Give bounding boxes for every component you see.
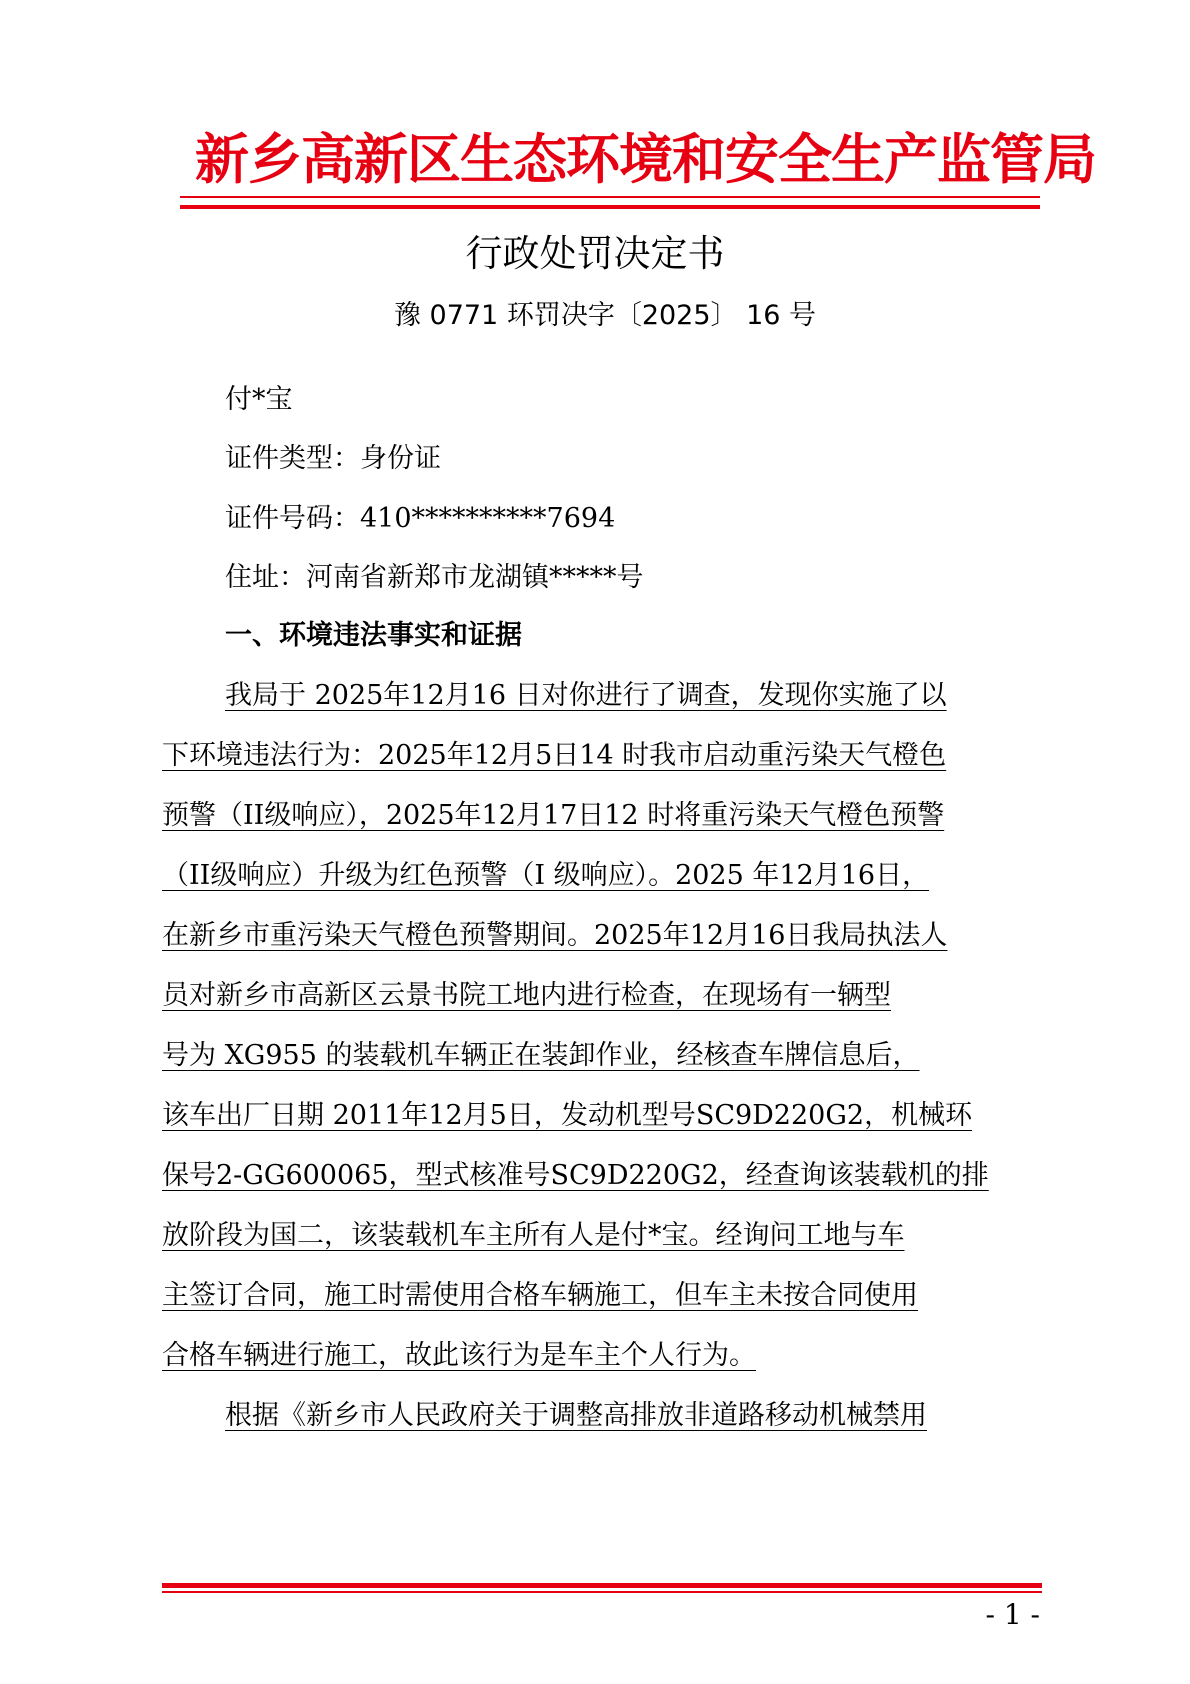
body-line: 下环境违法行为：2025年12月5日14 时我市启动重污染天气橙色 — [162, 740, 947, 771]
body-line: 根据《新乡市人民政府关于调整高排放非道路移动机械禁用 — [225, 1400, 927, 1431]
letterhead-rule-thick — [180, 205, 1040, 209]
body-line: （II级响应）升级为红色预警（I 级响应）。2025 年12月16日， — [162, 860, 930, 891]
party-name: 付*宝 — [225, 384, 293, 415]
document-title: 行政处罚决定书 — [465, 232, 725, 275]
section-heading: 一、环境违法事实和证据 — [225, 620, 522, 651]
body-line: 主签订合同，施工时需使用合格车辆施工，但车主未按合同使用 — [162, 1280, 918, 1311]
agency-name: 新乡高新区生态环境和安全生产监管局 — [195, 128, 1096, 191]
body-line: 合格车辆进行施工，故此该行为是车主个人行为。 — [162, 1340, 756, 1371]
party-id-number: 证件号码：410**********7694 — [225, 503, 616, 534]
party-id-type: 证件类型：身份证 — [225, 443, 441, 474]
body-line: 员对新乡市高新区云景书院工地内进行检查，在现场有一辆型 — [162, 980, 891, 1011]
party-address: 住址：河南省新郑市龙湖镇*****号 — [225, 562, 644, 593]
letterhead-rule-thin — [180, 196, 1040, 198]
body-line: 放阶段为国二，该装载机车主所有人是付*宝。经询问工地与车 — [162, 1220, 905, 1251]
document-number: 豫 0771 环罚决字〔2025〕 16 号 — [393, 300, 817, 331]
body-line: 预警（II级响应），2025年12月17日12 时将重污染天气橙色预警 — [162, 800, 945, 831]
body-line: 该车出厂日期 2011年12月5日，发动机型号SC9D220G2，机械环 — [162, 1100, 973, 1131]
body-line: 保号2-GG600065，型式核准号SC9D220G2，经查询该装载机的排 — [162, 1160, 989, 1191]
body-line: 在新乡市重污染天气橙色预警期间。2025年12月16日我局执法人 — [162, 920, 948, 951]
body-line: 号为 XG955 的装载机车辆正在装卸作业，经核查车牌信息后， — [162, 1040, 920, 1071]
body-line: 我局于 2025年12月16 日对你进行了调查，发现你实施了以 — [225, 680, 947, 711]
footer-rule-thick — [162, 1583, 1042, 1588]
page-number: - 1 - — [985, 1598, 1040, 1631]
footer-rule-thin — [162, 1591, 1042, 1593]
